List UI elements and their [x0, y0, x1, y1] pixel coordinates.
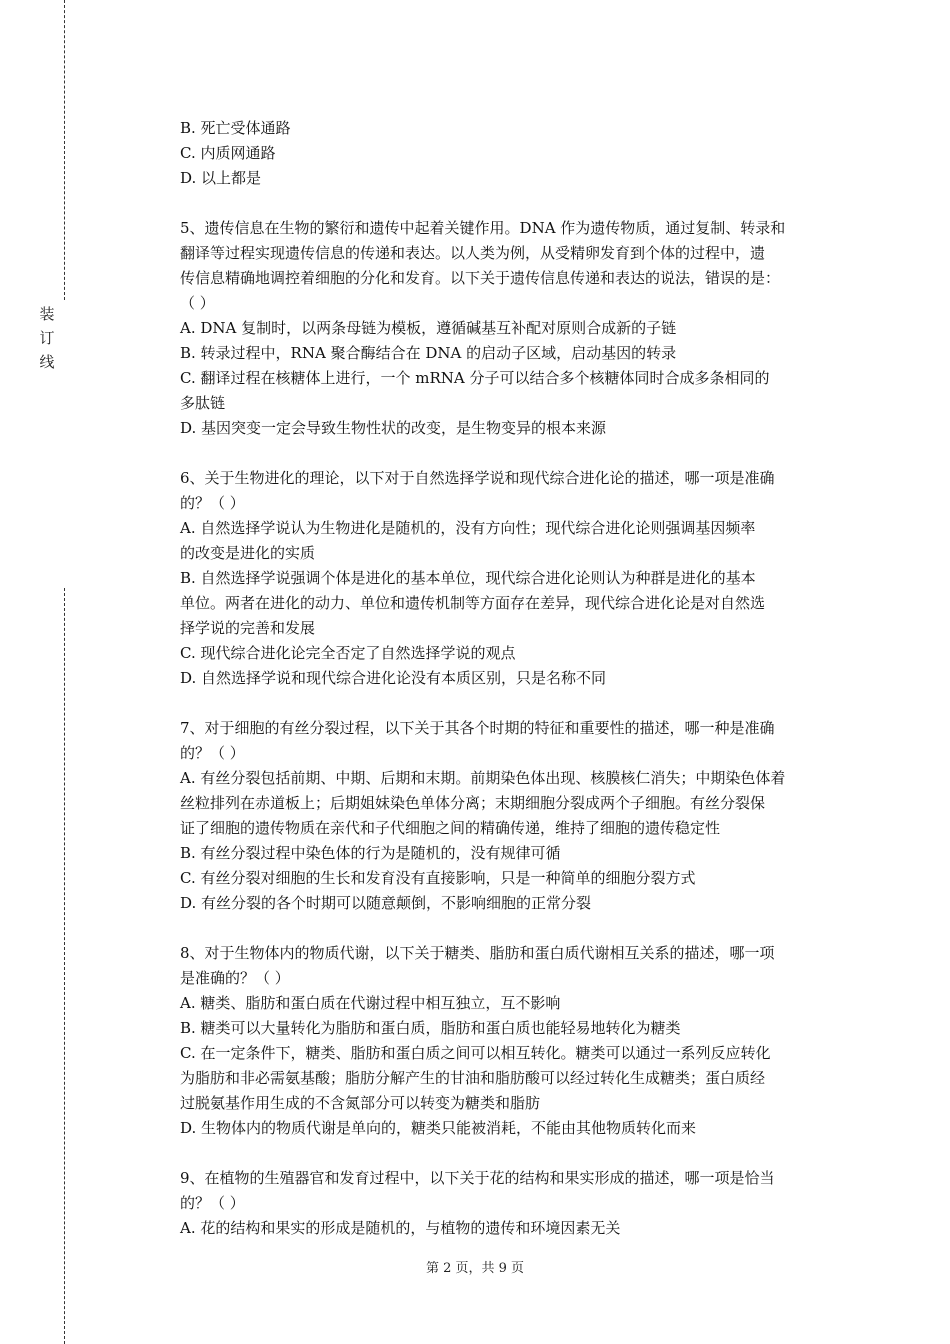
option-line: 为脂肪和非必需氨基酸；脂肪分解产生的甘油和脂肪酸可以经过转化生成糖类；蛋白质经 [180, 1069, 766, 1087]
option-line: D. 基因突变一定会导致生物性状的改变，是生物变异的根本来源 [180, 419, 607, 437]
question-5 [180, 216, 840, 441]
option-line: B. 转录过程中，RNA 聚合酶结合在 DNA 的启动子区域，启动基因的转录 [180, 344, 677, 362]
option-line: A. 自然选择学说认为生物进化是随机的，没有方向性；现代综合进化论则强调基因频率 [180, 519, 756, 537]
question-stem-line: 9、在植物的生殖器官和发育过程中，以下关于花的结构和果实形成的描述，哪一项是恰当 [180, 1169, 775, 1187]
question-6 [180, 466, 840, 691]
option-line: C. 翻译过程在核糖体上进行，一个 mRNA 分子可以结合多个核糖体同时合成多条相同的 [180, 369, 770, 387]
binding-char: 订 [39, 329, 55, 347]
binding-char: 装 [39, 305, 55, 323]
question-stem-line: 传信息精确地调控着细胞的分化和发育。以下关于遗传信息传递和表达的说法，错误的是： [180, 269, 781, 287]
option-line: 多肽链 [180, 394, 226, 412]
question-stem-line: 的？（ ） [180, 494, 245, 512]
option-line: A. 糖类、脂肪和蛋白质在代谢过程中相互独立，互不影响 [180, 994, 561, 1012]
question-stem-line: 是准确的？（ ） [180, 969, 290, 987]
binding-dashed-line-top [64, 0, 65, 300]
binding-label [34, 302, 60, 374]
question-stem-line: 8、对于生物体内的物质代谢，以下关于糖类、脂肪和蛋白质代谢相互关系的描述，哪一项 [180, 944, 775, 962]
option-line: B. 死亡受体通路 [180, 119, 291, 137]
continued-options [180, 116, 840, 191]
option-line: 单位。两者在进化的动力、单位和遗传机制等方面存在差异，现代综合进化论是对自然选 [180, 594, 766, 612]
question-8 [180, 941, 840, 1141]
option-line: A. 有丝分裂包括前期、中期、后期和末期。前期染色体出现、核膜核仁消失；中期染色体着 [180, 769, 786, 787]
option-line: C. 现代综合进化论完全否定了自然选择学说的观点 [180, 644, 516, 662]
option-line: B. 有丝分裂过程中染色体的行为是随机的，没有规律可循 [180, 844, 561, 862]
question-stem-line: 5、遗传信息在生物的繁衍和遗传中起着关键作用。DNA 作为遗传物质，通过复制、转录和 [180, 219, 786, 237]
option-line: C. 在一定条件下，糖类、脂肪和蛋白质之间可以相互转化。糖类可以通过一系列反应转化 [180, 1044, 771, 1062]
option-line: A. DNA 复制时，以两条母链为模板，遵循碱基互补配对原则合成新的子链 [180, 319, 677, 337]
option-line: 证了细胞的遗传物质在亲代和子代细胞之间的精确传递，维持了细胞的遗传稳定性 [180, 819, 721, 837]
option-line: 过脱氨基作用生成的不含氮部分可以转变为糖类和脂肪 [180, 1094, 541, 1112]
binding-dashed-line-bottom [64, 588, 65, 1344]
page-number-footer: 第 2 页，共 9 页 [425, 1261, 525, 1276]
binding-char: 线 [39, 353, 55, 371]
question-9 [180, 1166, 840, 1241]
question-stem-line: 翻译等过程实现遗传信息的传递和表达。以人类为例，从受精卵发育到个体的过程中，遗 [180, 244, 766, 262]
question-stem-line: 7、对于细胞的有丝分裂过程，以下关于其各个时期的特征和重要性的描述，哪一种是准确 [180, 719, 775, 737]
question-stem-line: 的？（ ） [180, 744, 245, 762]
option-line: 择学说的完善和发展 [180, 619, 316, 637]
option-line: D. 自然选择学说和现代综合进化论没有本质区别，只是名称不同 [180, 669, 607, 687]
option-line: D. 生物体内的物质代谢是单向的，糖类只能被消耗，不能由其他物质转化而来 [180, 1119, 697, 1137]
option-line: C. 内质网通路 [180, 144, 276, 162]
option-line: D. 以上都是 [180, 169, 262, 187]
question-stem-line: （ ） [180, 294, 215, 312]
option-line: B. 糖类可以大量转化为脂肪和蛋白质，脂肪和蛋白质也能轻易地转化为糖类 [180, 1019, 681, 1037]
option-line: 丝粒排列在赤道板上；后期姐妹染色单体分离；末期细胞分裂成两个子细胞。有丝分裂保 [180, 794, 766, 812]
option-line: A. 花的结构和果实的形成是随机的，与植物的遗传和环境因素无关 [180, 1219, 621, 1237]
question-stem-line: 6、关于生物进化的理论，以下对于自然选择学说和现代综合进化论的描述，哪一项是准确 [180, 469, 775, 487]
option-line: B. 自然选择学说强调个体是进化的基本单位，现代综合进化论则认为种群是进化的基本 [180, 569, 756, 587]
option-line: C. 有丝分裂对细胞的生长和发育没有直接影响，只是一种简单的细胞分裂方式 [180, 869, 696, 887]
option-line: 的改变是进化的实质 [180, 544, 316, 562]
question-7 [180, 716, 840, 916]
option-line: D. 有丝分裂的各个时期可以随意颠倒，不影响细胞的正常分裂 [180, 894, 592, 912]
question-stem-line: 的？（ ） [180, 1194, 245, 1212]
page-content [180, 116, 840, 1241]
